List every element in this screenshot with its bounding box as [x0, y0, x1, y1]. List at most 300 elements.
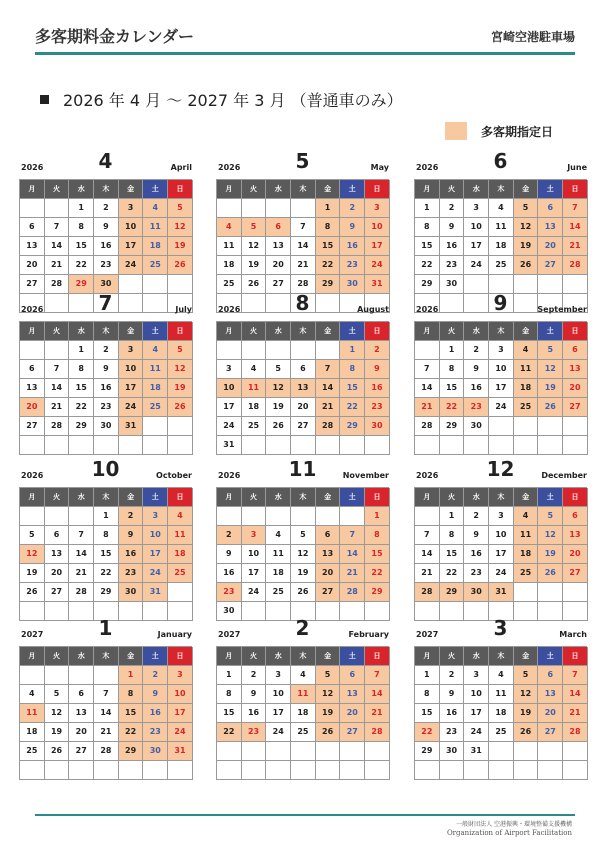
day-cell: 10	[464, 218, 489, 237]
empty-cell	[316, 742, 341, 761]
weekday-header: 日	[365, 180, 390, 199]
day-cell: 6	[538, 199, 563, 218]
weekday-header: 火	[45, 647, 70, 666]
month-number: 2	[295, 616, 310, 640]
empty-cell	[266, 742, 291, 761]
empty-cell	[514, 417, 539, 436]
day-cell: 15	[217, 704, 242, 723]
day-cell: 17	[119, 237, 144, 256]
month-year: 2026	[416, 163, 439, 172]
day-cell: 6	[563, 341, 588, 360]
day-cell: 5	[168, 341, 193, 360]
empty-cell	[340, 507, 365, 526]
day-cell: 15	[415, 704, 440, 723]
day-cell: 10	[119, 218, 144, 237]
empty-cell	[119, 436, 144, 455]
day-cell: 7	[365, 666, 390, 685]
day-cell: 8	[69, 360, 94, 379]
weekday-header: 水	[266, 180, 291, 199]
day-cell: 15	[69, 379, 94, 398]
day-cell: 27	[538, 723, 563, 742]
empty-cell	[365, 761, 390, 780]
weekday-header: 日	[365, 647, 390, 666]
day-cell: 14	[563, 685, 588, 704]
weekday-header: 金	[316, 488, 341, 507]
empty-cell	[69, 507, 94, 526]
day-cell: 19	[242, 256, 267, 275]
day-cell: 25	[514, 398, 539, 417]
day-cell: 14	[291, 237, 316, 256]
day-cell: 7	[415, 360, 440, 379]
day-cell: 24	[464, 723, 489, 742]
empty-cell	[20, 341, 45, 360]
day-cell: 26	[316, 723, 341, 742]
day-cell: 15	[119, 704, 144, 723]
day-cell: 16	[94, 237, 119, 256]
day-cell: 26	[514, 723, 539, 742]
empty-cell	[440, 761, 465, 780]
empty-cell	[69, 436, 94, 455]
month-day-grid	[414, 321, 587, 455]
weekday-header: 土	[340, 488, 365, 507]
month-header	[19, 291, 192, 321]
weekday-header: 木	[489, 647, 514, 666]
month-calendar-april	[19, 149, 192, 300]
month-calendar-november	[216, 457, 389, 615]
day-cell: 13	[538, 685, 563, 704]
day-cell: 28	[316, 417, 341, 436]
weekday-header: 月	[217, 488, 242, 507]
day-cell: 28	[340, 583, 365, 602]
header	[35, 22, 575, 58]
empty-cell	[489, 436, 514, 455]
day-cell: 23	[94, 256, 119, 275]
empty-cell	[20, 666, 45, 685]
day-cell: 23	[119, 564, 144, 583]
weekday-header: 金	[119, 647, 144, 666]
empty-cell	[143, 417, 168, 436]
day-cell: 28	[415, 417, 440, 436]
day-cell: 9	[143, 685, 168, 704]
day-cell: 9	[94, 360, 119, 379]
empty-cell	[316, 761, 341, 780]
month-number: 6	[493, 149, 508, 173]
day-cell: 29	[316, 275, 341, 294]
empty-cell	[365, 436, 390, 455]
day-cell: 3	[489, 341, 514, 360]
empty-cell	[94, 666, 119, 685]
day-cell: 27	[316, 583, 341, 602]
day-cell: 19	[168, 237, 193, 256]
day-cell: 18	[20, 723, 45, 742]
weekday-header: 日	[168, 180, 193, 199]
day-cell: 24	[489, 564, 514, 583]
empty-cell	[217, 761, 242, 780]
day-cell: 18	[291, 704, 316, 723]
empty-cell	[538, 583, 563, 602]
month-year: 2026	[218, 163, 241, 172]
day-cell: 5	[266, 360, 291, 379]
day-cell: 29	[440, 583, 465, 602]
day-cell: 8	[340, 360, 365, 379]
empty-cell	[316, 507, 341, 526]
day-cell: 2	[440, 199, 465, 218]
day-cell: 26	[242, 275, 267, 294]
weekday-header: 木	[94, 322, 119, 341]
footer-org-en: Organization of Airport Facilitation	[446, 829, 572, 837]
day-cell: 17	[266, 704, 291, 723]
day-cell: 2	[340, 199, 365, 218]
day-cell: 1	[217, 666, 242, 685]
weekday-header: 水	[464, 647, 489, 666]
day-cell: 22	[340, 398, 365, 417]
day-cell: 22	[440, 398, 465, 417]
day-cell: 18	[489, 237, 514, 256]
empty-cell	[291, 341, 316, 360]
month-header	[216, 291, 389, 321]
weekday-header: 木	[489, 322, 514, 341]
day-cell: 22	[94, 564, 119, 583]
weekday-header: 木	[94, 180, 119, 199]
month-name-en: February	[348, 630, 389, 639]
day-cell: 16	[94, 379, 119, 398]
day-cell: 7	[69, 526, 94, 545]
weekday-header: 月	[20, 322, 45, 341]
day-cell: 27	[340, 723, 365, 742]
empty-cell	[340, 761, 365, 780]
day-cell: 19	[538, 545, 563, 564]
day-cell: 5	[538, 507, 563, 526]
month-header	[19, 149, 192, 179]
weekday-header: 月	[20, 180, 45, 199]
weekday-header: 金	[514, 488, 539, 507]
day-cell: 21	[415, 398, 440, 417]
day-cell: 16	[340, 237, 365, 256]
day-cell: 11	[168, 526, 193, 545]
day-cell: 22	[415, 256, 440, 275]
month-year: 2026	[416, 471, 439, 480]
month-number: 1	[98, 616, 113, 640]
day-cell: 17	[464, 237, 489, 256]
day-cell: 14	[415, 545, 440, 564]
footer-org-jp: 一般財団法人 空港振興・環境整備支援機構	[456, 821, 572, 828]
day-cell: 23	[440, 723, 465, 742]
weekday-header: 木	[94, 488, 119, 507]
empty-cell	[217, 742, 242, 761]
day-cell: 17	[489, 545, 514, 564]
day-cell: 23	[365, 398, 390, 417]
day-cell: 2	[440, 666, 465, 685]
day-cell: 17	[242, 564, 267, 583]
day-cell: 29	[365, 583, 390, 602]
month-year: 2026	[218, 305, 241, 314]
day-cell: 30	[464, 417, 489, 436]
day-cell: 2	[143, 666, 168, 685]
empty-cell	[291, 761, 316, 780]
empty-cell	[440, 436, 465, 455]
month-header	[216, 457, 389, 487]
empty-cell	[242, 199, 267, 218]
day-cell: 14	[45, 379, 70, 398]
day-cell: 4	[168, 507, 193, 526]
weekday-header: 水	[464, 180, 489, 199]
weekday-header: 月	[415, 180, 440, 199]
day-cell: 30	[119, 583, 144, 602]
day-cell: 28	[94, 742, 119, 761]
day-cell: 25	[20, 742, 45, 761]
empty-cell	[20, 199, 45, 218]
day-cell: 13	[340, 685, 365, 704]
day-cell: 22	[316, 256, 341, 275]
weekday-header: 木	[94, 647, 119, 666]
facility-name: 宮崎空港駐車場	[490, 30, 575, 44]
day-cell: 3	[242, 526, 267, 545]
weekday-header: 火	[242, 322, 267, 341]
day-cell: 11	[489, 685, 514, 704]
day-cell: 14	[316, 379, 341, 398]
empty-cell	[489, 417, 514, 436]
day-cell: 31	[168, 742, 193, 761]
day-cell: 10	[217, 379, 242, 398]
day-cell: 10	[266, 685, 291, 704]
month-header	[414, 457, 587, 487]
empty-cell	[143, 436, 168, 455]
day-cell: 15	[440, 545, 465, 564]
day-cell: 20	[291, 398, 316, 417]
month-calendar-august	[216, 291, 389, 449]
period-text: 2026 年 4 月 〜 2027 年 3 月 （普通車のみ）	[63, 91, 403, 110]
weekday-header: 火	[242, 488, 267, 507]
month-header	[19, 616, 192, 646]
day-cell: 21	[365, 704, 390, 723]
day-cell: 27	[45, 583, 70, 602]
day-cell: 18	[242, 398, 267, 417]
day-cell: 21	[415, 564, 440, 583]
day-cell: 19	[514, 704, 539, 723]
day-cell: 11	[242, 379, 267, 398]
empty-cell	[365, 742, 390, 761]
day-cell: 6	[20, 360, 45, 379]
day-cell: 9	[440, 685, 465, 704]
day-cell: 24	[119, 398, 144, 417]
day-cell: 9	[440, 218, 465, 237]
day-cell: 17	[143, 545, 168, 564]
empty-cell	[266, 341, 291, 360]
month-year: 2026	[218, 471, 241, 480]
empty-cell	[316, 341, 341, 360]
day-cell: 12	[168, 360, 193, 379]
period-line	[40, 88, 403, 111]
day-cell: 28	[45, 275, 70, 294]
day-cell: 10	[168, 685, 193, 704]
empty-cell	[291, 507, 316, 526]
empty-cell	[538, 742, 563, 761]
day-cell: 22	[69, 256, 94, 275]
weekday-header: 月	[415, 488, 440, 507]
day-cell: 23	[242, 723, 267, 742]
day-cell: 11	[514, 526, 539, 545]
day-cell: 22	[440, 564, 465, 583]
day-cell: 12	[266, 379, 291, 398]
weekday-header: 水	[464, 488, 489, 507]
weekday-header: 月	[217, 322, 242, 341]
day-cell: 14	[45, 237, 70, 256]
empty-cell	[514, 436, 539, 455]
weekday-header: 土	[340, 180, 365, 199]
weekday-header: 月	[217, 180, 242, 199]
weekday-header: 金	[514, 322, 539, 341]
day-cell: 1	[340, 341, 365, 360]
day-cell: 8	[316, 218, 341, 237]
day-cell: 16	[440, 704, 465, 723]
day-cell: 19	[291, 564, 316, 583]
day-cell: 7	[94, 685, 119, 704]
day-cell: 31	[119, 417, 144, 436]
day-cell: 13	[266, 237, 291, 256]
day-cell: 23	[94, 398, 119, 417]
day-cell: 11	[217, 237, 242, 256]
day-cell: 26	[20, 583, 45, 602]
day-cell: 14	[365, 685, 390, 704]
header-rule	[35, 52, 575, 55]
day-cell: 27	[20, 417, 45, 436]
weekday-header: 金	[514, 647, 539, 666]
day-cell: 8	[440, 360, 465, 379]
day-cell: 25	[143, 398, 168, 417]
day-cell: 16	[464, 379, 489, 398]
footer-rule	[35, 814, 575, 816]
month-name-en: April	[170, 163, 192, 172]
weekday-header: 木	[291, 488, 316, 507]
weekday-header: 土	[143, 180, 168, 199]
empty-cell	[45, 507, 70, 526]
day-cell: 5	[514, 199, 539, 218]
empty-cell	[119, 761, 144, 780]
day-cell: 31	[217, 436, 242, 455]
day-cell: 29	[119, 742, 144, 761]
day-cell: 16	[242, 704, 267, 723]
day-cell: 16	[119, 545, 144, 564]
day-cell: 14	[94, 704, 119, 723]
day-cell: 15	[94, 545, 119, 564]
day-cell: 31	[489, 583, 514, 602]
day-cell: 1	[69, 341, 94, 360]
day-cell: 29	[340, 417, 365, 436]
day-cell: 19	[514, 237, 539, 256]
day-cell: 28	[415, 583, 440, 602]
empty-cell	[291, 436, 316, 455]
day-cell: 27	[20, 275, 45, 294]
day-cell: 15	[316, 237, 341, 256]
day-cell: 6	[316, 526, 341, 545]
day-cell: 18	[489, 704, 514, 723]
day-cell: 18	[143, 379, 168, 398]
day-cell: 5	[45, 685, 70, 704]
day-cell: 28	[563, 723, 588, 742]
weekday-header: 火	[440, 180, 465, 199]
day-cell: 9	[94, 218, 119, 237]
day-cell: 13	[20, 237, 45, 256]
day-cell: 25	[489, 256, 514, 275]
day-cell: 5	[538, 341, 563, 360]
month-calendar-december	[414, 457, 587, 608]
weekday-header: 金	[119, 322, 144, 341]
day-cell: 20	[20, 256, 45, 275]
day-cell: 4	[514, 507, 539, 526]
weekday-header: 火	[440, 322, 465, 341]
day-cell: 13	[69, 704, 94, 723]
day-cell: 18	[514, 379, 539, 398]
month-name-en: September	[537, 305, 587, 314]
empty-cell	[20, 507, 45, 526]
day-cell: 5	[291, 526, 316, 545]
day-cell: 23	[464, 398, 489, 417]
day-cell: 6	[20, 218, 45, 237]
weekday-header: 土	[538, 322, 563, 341]
empty-cell	[217, 507, 242, 526]
day-cell: 30	[217, 602, 242, 621]
month-number: 9	[493, 291, 508, 315]
day-cell: 28	[365, 723, 390, 742]
day-cell: 4	[20, 685, 45, 704]
month-header	[414, 149, 587, 179]
weekday-header: 金	[514, 180, 539, 199]
day-cell: 18	[217, 256, 242, 275]
day-cell: 13	[538, 218, 563, 237]
empty-cell	[415, 436, 440, 455]
month-day-grid	[414, 487, 587, 621]
month-number: 10	[91, 457, 120, 481]
month-calendar-september	[414, 291, 587, 442]
day-cell: 10	[464, 685, 489, 704]
day-cell: 10	[489, 360, 514, 379]
day-cell: 27	[538, 256, 563, 275]
day-cell: 2	[464, 341, 489, 360]
day-cell: 24	[266, 723, 291, 742]
weekday-header: 土	[538, 647, 563, 666]
day-cell: 14	[563, 218, 588, 237]
month-header	[216, 616, 389, 646]
empty-cell	[489, 742, 514, 761]
day-cell: 12	[168, 218, 193, 237]
day-cell: 3	[464, 199, 489, 218]
day-cell: 3	[168, 666, 193, 685]
day-cell: 11	[514, 360, 539, 379]
empty-cell	[514, 583, 539, 602]
day-cell: 12	[514, 685, 539, 704]
day-cell: 8	[415, 685, 440, 704]
empty-cell	[143, 761, 168, 780]
day-cell: 4	[242, 360, 267, 379]
month-year: 2026	[416, 305, 439, 314]
day-cell: 28	[291, 275, 316, 294]
day-cell: 17	[168, 704, 193, 723]
legend-label: 多客期指定日	[481, 125, 554, 139]
day-cell: 16	[143, 704, 168, 723]
day-cell: 25	[168, 564, 193, 583]
day-cell: 23	[143, 723, 168, 742]
month-header	[216, 149, 389, 179]
day-cell: 4	[143, 341, 168, 360]
day-cell: 26	[538, 564, 563, 583]
empty-cell	[45, 436, 70, 455]
day-cell: 22	[119, 723, 144, 742]
day-cell: 23	[464, 564, 489, 583]
month-day-grid	[216, 646, 389, 780]
day-cell: 12	[291, 545, 316, 564]
day-cell: 6	[563, 507, 588, 526]
month-header	[19, 457, 192, 487]
